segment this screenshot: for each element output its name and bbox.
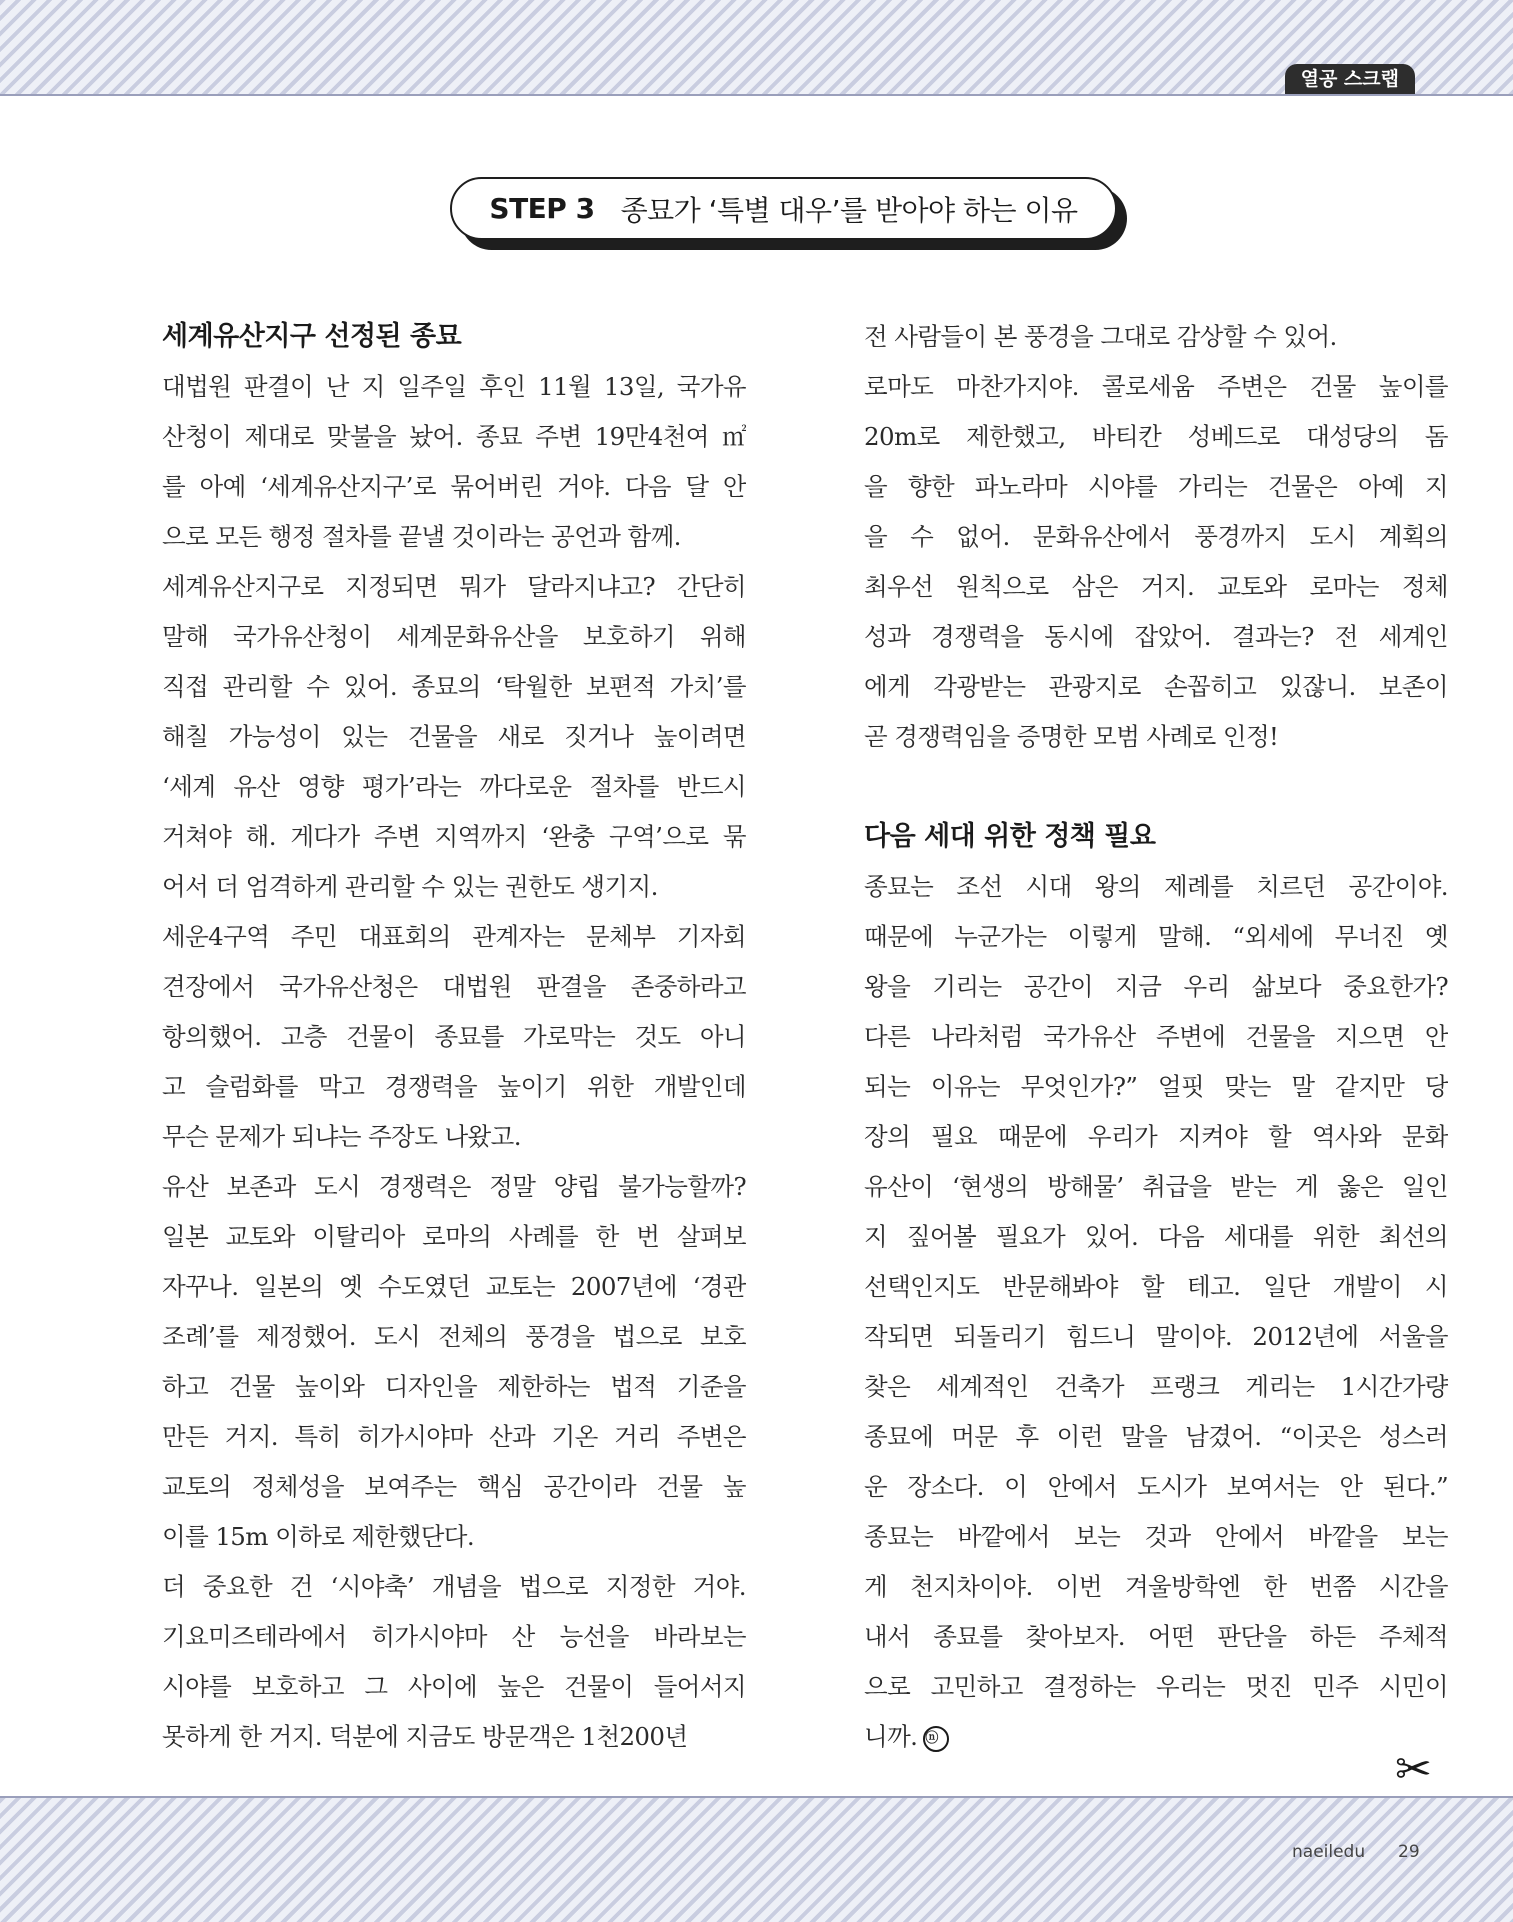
text-line: 직접 관리할 수 있어. 종묘의 ‘탁월한 보편적 가치’를	[162, 672, 746, 701]
left-subheading: 세계유산지구 선정된 종묘	[162, 321, 462, 352]
text-line: 선택인지도 반문해봐야 할 테고. 일단 개발이 시	[864, 1272, 1448, 1301]
text-line: 유산이 ‘현생의 방해물’ 취급을 받는 게 옳은 일인	[864, 1172, 1448, 1201]
text-line: 조례’를 제정했어. 도시 전체의 풍경을 법으로 보호	[162, 1322, 746, 1351]
text-line: 을 향한 파노라마 시야를 가리는 건물은 아예 지	[864, 472, 1448, 501]
text-line: 최우선 원칙으로 삼은 거지. 교토와 로마는 정체	[864, 572, 1448, 601]
page-number: 29	[1398, 1842, 1420, 1862]
step-number: STEP 3	[489, 192, 595, 225]
text-line: 세계유산지구로 지정되면 뭐가 달라지냐고? 간단히	[162, 572, 746, 601]
right-body-a	[864, 312, 1448, 762]
section-tag: 열공 스크랩	[1285, 64, 1415, 94]
text-line: 무슨 문제가 되냐는 주장도 나왔고.	[162, 1122, 521, 1151]
text-line: 장의 필요 때문에 우리가 지켜야 할 역사와 문화	[864, 1122, 1448, 1151]
left-body	[162, 362, 746, 1762]
text-line: 전 사람들이 본 풍경을 그대로 감상할 수 있어.	[864, 322, 1337, 351]
right-body-b	[864, 862, 1448, 1762]
text-line: 때문에 누군가는 이렇게 말해. “외세에 무너진 옛	[864, 922, 1448, 951]
text-line: 를 아예 ‘세계유산지구’로 묶어버린 거야. 다음 달 안	[162, 472, 746, 501]
text-line: 내서 종묘를 찾아보자. 어떤 판단을 하든 주체적	[864, 1622, 1448, 1651]
text-line: 어서 더 엄격하게 관리할 수 있는 권한도 생기지.	[162, 872, 658, 901]
right-column	[864, 312, 1448, 1762]
paragraph-gap	[864, 762, 1448, 812]
text-line: 항의했어. 고층 건물이 종묘를 가로막는 것도 아니	[162, 1022, 746, 1051]
text-line: 만든 거지. 특히 히가시야마 산과 기온 거리 주변은	[162, 1422, 746, 1451]
text-line: 왕을 기리는 공간이 지금 우리 삶보다 중요한가?	[864, 972, 1448, 1001]
left-column	[162, 312, 746, 1762]
text-line: 산청이 제대로 맞불을 놨어. 종묘 주변 19만4천여 ㎡	[162, 422, 746, 451]
text-line: 이를 15m 이하로 제한했단다.	[162, 1522, 475, 1551]
text-line: 대법원 판결이 난 지 일주일 후인 11월 13일, 국가유	[162, 372, 746, 401]
text-line: 종묘는 조선 시대 왕의 제례를 치르던 공간이야.	[864, 872, 1448, 901]
end-mark-icon: ⓝ	[923, 1726, 949, 1752]
text-line: 해칠 가능성이 있는 건물을 새로 짓거나 높이려면	[162, 722, 746, 751]
right-subheading: 다음 세대 위한 정책 필요	[864, 821, 1156, 852]
text-line: 일본 교토와 이탈리아 로마의 사례를 한 번 살펴보	[162, 1222, 746, 1251]
footer-stripe	[0, 1796, 1513, 1922]
text-line: 기요미즈테라에서 히가시야마 산 능선을 바라보는	[162, 1622, 746, 1651]
footer-brand: naeiledu	[1292, 1842, 1366, 1862]
scissors-icon: ✂	[1395, 1744, 1432, 1795]
text-line: 니까. ⓝ	[864, 1712, 1448, 1762]
text-line: 말해 국가유산청이 세계문화유산을 보호하기 위해	[162, 622, 746, 651]
text-line: 자꾸나. 일본의 옛 수도였던 교토는 2007년에 ‘경관	[162, 1272, 746, 1301]
text-line: 작되면 되돌리기 힘드니 말이야. 2012년에 서울을	[864, 1322, 1448, 1351]
text-line: 견장에서 국가유산청은 대법원 판결을 존중하라고	[162, 972, 746, 1001]
text-line: ‘세계 유산 영향 평가’라는 까다로운 절차를 반드시	[162, 772, 746, 801]
text-line: 유산 보존과 도시 경쟁력은 정말 양립 불가능할까?	[162, 1172, 746, 1201]
step-title: 종묘가 ‘특별 대우’를 받아야 하는 이유	[620, 193, 1078, 227]
text-line: 로마도 마찬가지야. 콜로세움 주변은 건물 높이를	[864, 372, 1448, 401]
text-line: 을 수 없어. 문화유산에서 풍경까지 도시 계획의	[864, 522, 1448, 551]
text-line: 교토의 정체성을 보여주는 핵심 공간이라 건물 높	[162, 1472, 746, 1501]
text-line: 20m로 제한했고, 바티칸 성베드로 대성당의 돔	[864, 422, 1448, 451]
text-line: 으로 고민하고 결정하는 우리는 멋진 민주 시민이	[864, 1672, 1448, 1701]
text-line: 곧 경쟁력임을 증명한 모범 사례로 인정!	[864, 722, 1279, 751]
text-line: 하고 건물 높이와 디자인을 제한하는 법적 기준을	[162, 1372, 746, 1401]
text-line: 운 장소다. 이 안에서 도시가 보여서는 안 된다.”	[864, 1472, 1448, 1501]
text-line: 게 천지차이야. 이번 겨울방학엔 한 번쯤 시간을	[864, 1572, 1448, 1601]
text-line: 에게 각광받는 관광지로 손꼽히고 있잖니. 보존이	[864, 672, 1448, 701]
text-line: 고 슬럼화를 막고 경쟁력을 높이기 위한 개발인데	[162, 1072, 746, 1101]
text-line: 되는 이유는 무엇인가?” 얼핏 맞는 말 같지만 당	[864, 1072, 1448, 1101]
text-line: 거쳐야 해. 게다가 주변 지역까지 ‘완충 구역’으로 묶	[162, 822, 746, 851]
text-line: 세운4구역 주민 대표회의 관계자는 문체부 기자회	[162, 922, 746, 951]
text-line: 성과 경쟁력을 동시에 잡았어. 결과는? 전 세계인	[864, 622, 1448, 651]
text-line: 종묘에 머문 후 이런 말을 남겼어. “이곳은 성스러	[864, 1422, 1448, 1451]
text-line: 종묘는 바깥에서 보는 것과 안에서 바깥을 보는	[864, 1522, 1448, 1551]
text-line: 다른 나라처럼 국가유산 주변에 건물을 지으면 안	[864, 1022, 1448, 1051]
text-line: 지 짚어볼 필요가 있어. 다음 세대를 위한 최선의	[864, 1222, 1448, 1251]
text-line: 으로 모든 행정 절차를 끝낼 것이라는 공언과 함께.	[162, 522, 681, 551]
step-banner	[450, 177, 1117, 240]
text-line: 못하게 한 거지. 덕분에 지금도 방문객은 1천200년	[162, 1722, 688, 1751]
text-line: 시야를 보호하고 그 사이에 높은 건물이 들어서지	[162, 1672, 746, 1701]
text-line: 더 중요한 건 ‘시야축’ 개념을 법으로 지정한 거야.	[162, 1572, 746, 1601]
text-line: 찾은 세계적인 건축가 프랭크 게리는 1시간가량	[864, 1372, 1448, 1401]
